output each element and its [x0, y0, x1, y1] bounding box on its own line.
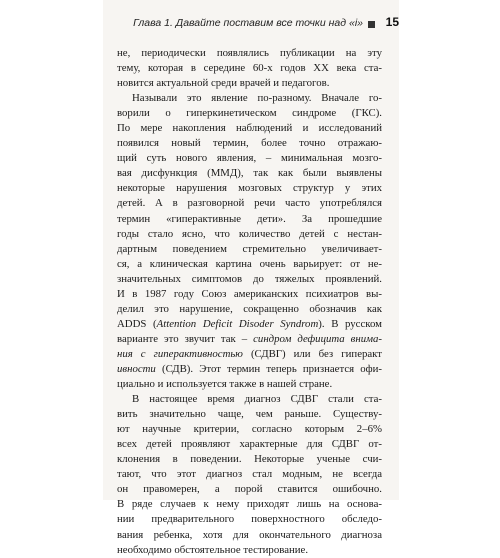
text-line: значительных симптомов до тяжелых проявлений. [117, 272, 382, 285]
text-line: не, периодически появлялись публикации на эту [117, 47, 382, 59]
text-line: нии предварительного поверхностного обследо- [117, 513, 382, 526]
text-line: некоторые нарушения мозговых структур у этих [117, 182, 382, 195]
text-line: тему, которая в середине 60-х годов XX века ста- [117, 62, 382, 75]
text-line: В ряде случаев к нему приходят лишь на основа- [117, 498, 382, 511]
text-line: варианте это звучит так – синдром дефицита внима- [117, 332, 382, 345]
text-line: термин «гиперактивные дети». За прошедшие [117, 212, 382, 225]
square-bullet-icon [368, 21, 375, 28]
text-line: ивности (СДВ). Этот термин теперь признается офи- [117, 362, 382, 375]
body-text [117, 46, 382, 558]
text-line: тают, что этот диагноз стал модным, не всегда [117, 468, 382, 481]
text-line: вить значительно чаще, чем раньше. Существу- [117, 408, 382, 421]
text-line: циально и используется также в нашей стране. [117, 378, 333, 391]
text-line: дартным поведением стремительно увеличивает- [117, 242, 382, 255]
text-line: ся, а клиническая картина очень варьирует: от не- [117, 257, 382, 270]
text-line: Называли это явление по-разному. Вначале го- [132, 92, 382, 105]
text-line: вания ребенка, хотя для окончательного диагноза [117, 528, 382, 541]
text-line: ADDS (Attention Deficit Disoder Syndrom). В русском [117, 317, 382, 330]
text-line: годы стало ясно, что количество детей с нестан- [117, 227, 382, 240]
text-line: всех детей проявляют характерные для СДВГ от- [117, 438, 382, 451]
text-line: щий суть нового явления, – минимальная мозго- [117, 152, 382, 165]
text-line: В настоящее время диагноз СДВГ стали ста- [132, 393, 382, 406]
text-line: он правомерен, а порой ставится ошибочно. [117, 483, 382, 496]
text-line: клонения в поведении. Некоторые ученые счи- [117, 453, 382, 466]
text-line: новится актуальной среди врачей и педагогов. [117, 77, 330, 90]
text-line: И в 1987 году Союз американских психиатров вы- [117, 287, 382, 300]
text-line: ют научные критерии, согласно которым 2–6% [117, 423, 382, 436]
running-header [103, 16, 399, 32]
text-line: детей. А в разговорной речи часто употреблялся [117, 197, 382, 210]
chapter-title: Глава 1. Давайте поставим все точки над «і» [133, 17, 363, 29]
text-line: По мере накопления наблюдений и исследований [117, 122, 382, 135]
text-line: появился новый термин, более точно отражаю- [117, 137, 382, 150]
text-line: вая дисфункция (ММД), так как были выявлены [117, 167, 382, 180]
text-line: ния с гиперактивностью (СДВГ) или без гиперакт [117, 347, 382, 360]
text-line: ворили о гиперкинетическом синдроме (ГКС). [117, 107, 382, 120]
text-line: необходимо обстоятельное тестирование. [117, 543, 309, 556]
page-number: 15 [385, 15, 399, 29]
text-line: делил это нарушение, сокращенно обозначив как [117, 302, 382, 315]
